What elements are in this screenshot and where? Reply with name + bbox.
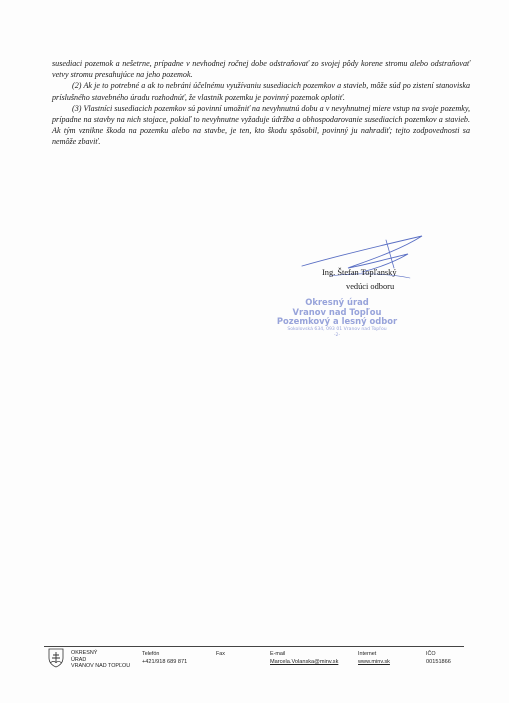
stamp-line-1: Okresný úrad [305,297,369,307]
fax-label: Fax [216,651,225,657]
office-line-2: ÚRAD [71,656,87,663]
signatory-role: vedúci odboru [346,282,395,291]
paragraph-continued: susediaci pozemok a nešetrne, prípadne v nevhodnej ročnej dobe odstraňovať zo svojej pôdy korene stromu alebo odstraňovať vetvy stromu presahujúce na jeho pozemok. [52,59,470,80]
paragraph-2: (2) Ak je to potrebné a ak to nebráni účelnému využívaniu susediacich pozemkov a stavieb, môže súd po zistení stanoviska príslušného stavebného úradu rozhodnúť, že vlastník pozemku je povinný pozemok oplotiť. [52,81,470,102]
office-stamp [262,298,412,339]
footer-divider [44,646,464,647]
office-line-1: OKRESNÝ [71,650,98,656]
phone-column [142,650,187,667]
phone-label: Telefón [142,651,160,657]
email-label: E-mail [270,651,286,657]
stamp-line-2: Vranov nad Topľou [292,306,382,317]
slovak-coat-of-arms-icon [48,648,64,668]
stamp-number: -2- [333,332,341,338]
signatory-name: Ing. Štefan Topľanský [322,268,397,277]
footer [44,650,464,680]
office-name [71,650,130,670]
document-body [52,58,470,148]
office-line-3: VRANOV NAD TOPĽOU [71,663,131,670]
email-column [270,650,338,667]
internet-column [358,650,390,667]
phone-value: +421/918 689 871 [142,659,188,666]
email-link[interactable]: Marcela.Volanska@minv.sk [270,659,339,666]
internet-label: Internet [358,651,377,657]
stamp-line-3: Pozemkový a lesný odbor [276,316,398,326]
paragraph-3: (3) Vlastníci susediacich pozemkov sú povinní umožniť na nevyhnutnú dobu a v nevyhnutnej miere vstup na svoje pozemky, prípadne na stavby na nich stojace, pokiaľ to nevyhnutne vyžaduje údržba a obhospodarovanie susediacich pozemkov a stavieb. Ak tým vznikne škoda na pozemku alebo na stavbe, je ten, kto škodu spôsobil, povinný ju nahradiť; tejto zodpovednosti sa nemôže zbaviť. [52,103,470,147]
internet-link[interactable]: www.minv.sk [358,659,390,666]
fax-column [216,650,225,658]
ico-column [426,650,451,667]
stamp-address: Sokolovská 634, 093 01 Vranov nad Topľou [287,326,387,332]
ico-label: IČO [426,651,436,657]
ico-value: 00151866 [426,659,451,666]
